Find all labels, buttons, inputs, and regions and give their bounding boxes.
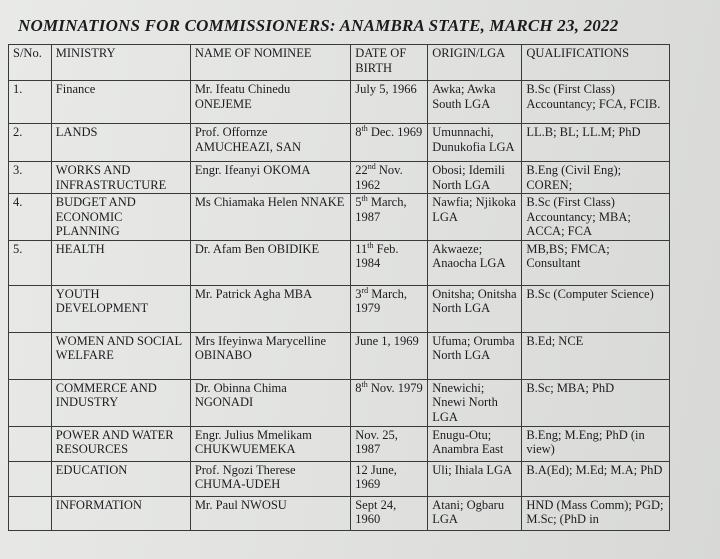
cell-dob	[351, 81, 428, 124]
table-row	[9, 426, 670, 461]
header-origin: ORIGIN/LGA	[428, 45, 522, 81]
dob-ordinal: th	[367, 240, 374, 250]
header-sno: S/No.	[9, 45, 52, 81]
header-dob: DATE OF BIRTH	[351, 45, 428, 81]
table-row	[9, 124, 670, 162]
cell-nominee: Prof. Ngozi Therese CHUMA-UDEH	[190, 461, 350, 496]
cell-origin: Umunnachi, Dunukofia LGA	[428, 124, 522, 162]
nominations-table	[8, 44, 670, 531]
dob-text: Sept 24, 1960	[355, 497, 397, 526]
cell-qualifications: MB,BS; FMCA; Consultant	[522, 240, 670, 285]
cell-ministry: WOMEN AND SOCIAL WELFARE	[51, 332, 190, 379]
cell-origin: Uli; Ihiala LGA	[428, 461, 522, 496]
cell-dob	[351, 379, 428, 426]
table-row	[9, 81, 670, 124]
cell-origin: Onitsha; Onitsha North LGA	[428, 285, 522, 332]
dob-rest: Dec. 1969	[367, 125, 423, 139]
cell-dob	[351, 240, 428, 285]
cell-ministry: Finance	[51, 81, 190, 124]
cell-origin: Nawfia; Njikoka LGA	[428, 194, 522, 241]
header-qualifications: QUALIFICATIONS	[522, 45, 670, 81]
dob-text: 8	[355, 380, 362, 395]
table-row	[9, 332, 670, 379]
dob-text: 5	[355, 195, 362, 209]
cell-sno	[9, 332, 52, 379]
cell-nominee: Mr. Paul NWOSU	[190, 496, 350, 530]
cell-ministry: YOUTH DEVELOPMENT	[51, 285, 190, 332]
table-row	[9, 240, 670, 285]
document-title: NOMINATIONS FOR COMMISSIONERS: ANAMBRA STATE, MARCH 23, 2022	[18, 16, 619, 35]
cell-nominee: Engr. Julius Mmelikam CHUKWUEMEKA	[190, 426, 350, 461]
cell-sno: 2.	[9, 124, 52, 162]
cell-qualifications: B.Sc; MBA; PhD	[522, 379, 670, 426]
cell-dob	[351, 461, 428, 496]
cell-origin: Atani; Ogbaru LGA	[428, 496, 522, 530]
dob-ordinal: rd	[361, 285, 369, 295]
table-row	[9, 285, 670, 332]
cell-sno	[9, 496, 52, 530]
table-row	[9, 162, 670, 194]
cell-dob	[351, 194, 428, 241]
cell-nominee: Dr. Afam Ben OBIDIKE	[190, 240, 350, 285]
dob-rest: March, 1987	[355, 195, 407, 224]
cell-ministry: WORKS AND INFRASTRUCTURE	[51, 162, 190, 194]
cell-nominee: Dr. Obinna Chima NGONADI	[190, 379, 350, 426]
cell-sno	[9, 461, 52, 496]
cell-qualifications: B.Sc (Computer Science)	[522, 285, 670, 332]
cell-origin: Obosi; Idemili North LGA	[428, 162, 522, 194]
cell-qualifications: B.A(Ed); M.Ed; M.A; PhD	[522, 461, 670, 496]
dob-text: 12 June, 1969	[355, 462, 397, 491]
dob-text: Nov. 25, 1987	[355, 427, 398, 456]
cell-qualifications: B.Sc (First Class) Accountancy; MBA; ACCA; FCA	[522, 194, 670, 241]
cell-qualifications: B.Ed; NCE	[522, 332, 670, 379]
cell-qualifications: LL.B; BL; LL.M; PhD	[522, 124, 670, 162]
dob-text: 22	[355, 163, 368, 177]
cell-sno: 3.	[9, 162, 52, 194]
table-header-row	[9, 45, 670, 81]
cell-origin: Awka; Awka South LGA	[428, 81, 522, 124]
dob-rest: Nov. 1962	[355, 163, 403, 192]
cell-qualifications: B.Eng (Civil Eng); COREN;	[522, 162, 670, 194]
dob-ordinal: nd	[367, 161, 376, 171]
table-row	[9, 496, 670, 530]
dob-ordinal: th	[361, 379, 368, 389]
table-row	[9, 461, 670, 496]
dob-rest: March, 1979	[355, 286, 408, 315]
cell-sno: 4.	[9, 194, 52, 241]
dob-rest: Nov. 1979	[367, 380, 423, 395]
cell-origin: Ufuma; Orumba North LGA	[428, 332, 522, 379]
cell-sno	[9, 285, 52, 332]
cell-dob	[351, 162, 428, 194]
cell-sno: 5.	[9, 240, 52, 285]
cell-dob	[351, 124, 428, 162]
cell-sno	[9, 379, 52, 426]
cell-dob	[351, 496, 428, 530]
cell-ministry: HEALTH	[51, 240, 190, 285]
cell-sno	[9, 426, 52, 461]
cell-qualifications: B.Eng; M.Eng; PhD (in view)	[522, 426, 670, 461]
dob-rest: Feb. 1984	[355, 241, 399, 270]
cell-ministry: INFORMATION	[51, 496, 190, 530]
cell-ministry: COMMERCE AND INDUSTRY	[51, 379, 190, 426]
cell-nominee: Ms Chiamaka Helen NNAKE	[190, 194, 350, 241]
cell-sno: 1.	[9, 81, 52, 124]
cell-origin: Akwaeze; Anaocha LGA	[428, 240, 522, 285]
dob-text: 3	[355, 286, 362, 301]
cell-nominee: Prof. Offornze AMUCHEAZI, SAN	[190, 124, 350, 162]
cell-ministry: EDUCATION	[51, 461, 190, 496]
dob-ordinal: th	[361, 193, 368, 203]
cell-dob	[351, 285, 428, 332]
cell-ministry: POWER AND WATER RESOURCES	[51, 426, 190, 461]
table-row	[9, 379, 670, 426]
dob-text: July 5, 1966	[355, 82, 417, 96]
cell-nominee: Mr. Patrick Agha MBA	[190, 285, 350, 332]
dob-ordinal: th	[361, 123, 368, 133]
cell-origin: Nnewichi; Nnewi North LGA	[428, 379, 522, 426]
cell-origin: Enugu-Otu; Anambra East	[428, 426, 522, 461]
table-row	[9, 194, 670, 241]
cell-dob	[351, 426, 428, 461]
cell-ministry: BUDGET AND ECONOMIC PLANNING	[51, 194, 190, 241]
dob-text: 11	[355, 241, 368, 256]
header-nominee: NAME OF NOMINEE	[190, 45, 350, 81]
cell-dob	[351, 332, 428, 379]
cell-qualifications: B.Sc (First Class) Accountancy; FCA, FCIB.	[522, 81, 670, 124]
dob-text: 8	[355, 125, 362, 139]
dob-text: June 1, 1969	[355, 333, 419, 348]
cell-ministry: LANDS	[51, 124, 190, 162]
cell-qualifications: HND (Mass Comm); PGD; M.Sc; (PhD in	[522, 496, 670, 530]
cell-nominee: Mr. Ifeatu Chinedu ONEJEME	[190, 81, 350, 124]
cell-nominee: Mrs Ifeyinwa Marycelline OBINABO	[190, 332, 350, 379]
cell-nominee: Engr. Ifeanyi OKOMA	[190, 162, 350, 194]
header-ministry: MINISTRY	[51, 45, 190, 81]
